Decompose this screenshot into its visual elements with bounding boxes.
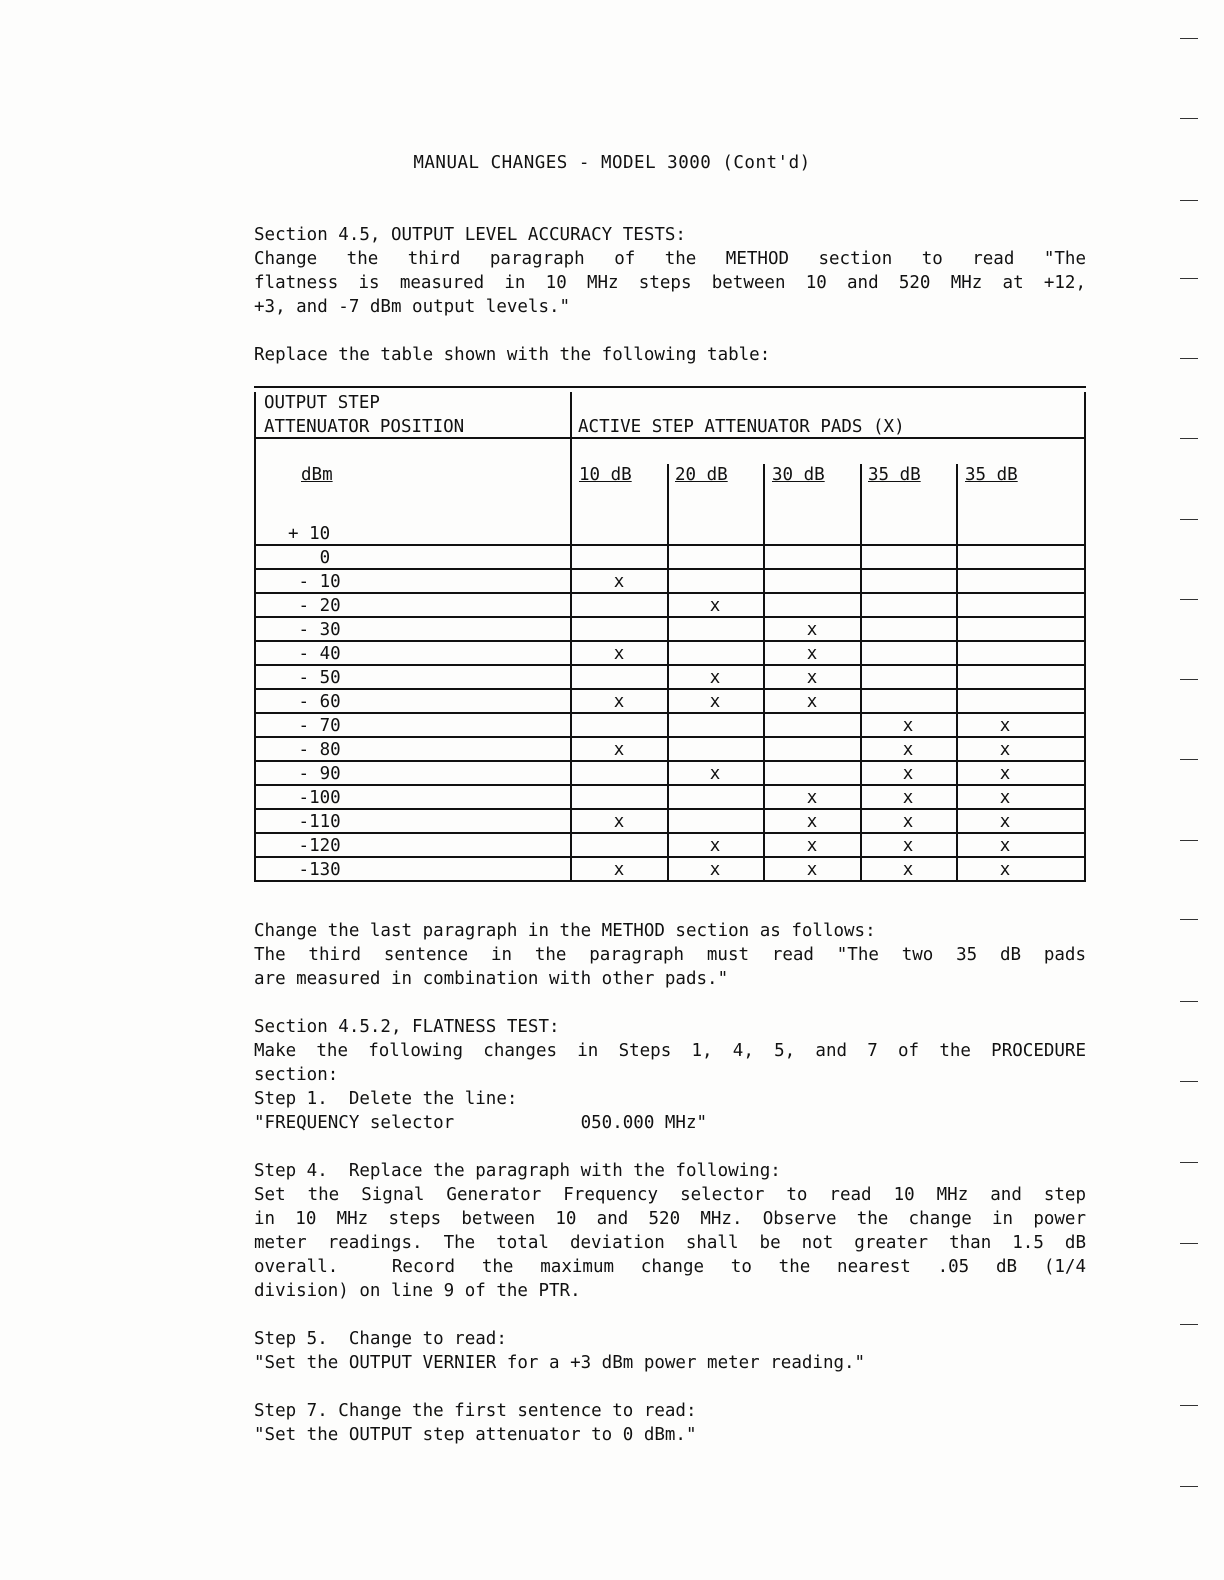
table-row — [254, 714, 1086, 738]
column-divider — [860, 464, 862, 882]
pad-mark: x — [902, 740, 914, 760]
paragraph-line: +3, and -7 dBm output levels." — [254, 297, 571, 317]
margin-tick — [1180, 1324, 1198, 1325]
row-level: 0 — [288, 548, 331, 568]
table-row — [254, 546, 1086, 570]
pad-mark: x — [806, 860, 818, 880]
paragraph-line: meter readings. The total deviation shall be not greater than 1.5 dB — [254, 1233, 1086, 1253]
margin-tick — [1180, 840, 1198, 841]
pad-mark: x — [709, 836, 721, 856]
pad-mark: x — [806, 692, 818, 712]
margin-tick — [1180, 759, 1198, 760]
margin-tick — [1180, 118, 1198, 119]
pad-mark: x — [999, 764, 1011, 784]
pad-mark: x — [613, 740, 625, 760]
row-level: - 30 — [288, 620, 341, 640]
step-5 — [254, 1327, 1086, 1375]
table-intro — [254, 343, 1086, 367]
header-dbm: dBm — [301, 465, 333, 485]
pad-mark: x — [709, 692, 721, 712]
column-divider — [667, 464, 669, 882]
row-level: -110 — [288, 812, 341, 832]
margin-tick — [1180, 1001, 1198, 1002]
margin-tick — [1180, 358, 1198, 359]
paragraph-line: Change the third paragraph of the METHOD section to read "The — [254, 249, 1086, 269]
row-level: -120 — [288, 836, 341, 856]
table-row — [254, 762, 1086, 786]
column-divider — [956, 464, 958, 882]
header-pad-10db: 10 dB — [579, 465, 632, 485]
step-heading: Step 7. Change the first sentence to read: — [254, 1401, 697, 1421]
pad-mark: x — [902, 836, 914, 856]
row-level: - 90 — [288, 764, 341, 784]
table-row — [254, 690, 1086, 714]
pad-mark: x — [709, 668, 721, 688]
table-row — [254, 522, 1086, 546]
table-row — [254, 570, 1086, 594]
pad-mark: x — [709, 764, 721, 784]
row-level: + 10 — [288, 524, 331, 544]
pad-mark: x — [613, 812, 625, 832]
row-level: - 20 — [288, 596, 341, 616]
paragraph-line: are measured in combination with other pads." — [254, 969, 729, 989]
row-level: - 80 — [288, 740, 341, 760]
header-pad-30db: 30 dB — [772, 465, 825, 485]
pad-mark: x — [613, 644, 625, 664]
pad-mark: x — [613, 572, 625, 592]
margin-tick — [1180, 1486, 1198, 1487]
table-header — [254, 388, 1086, 522]
row-level: - 40 — [288, 644, 341, 664]
column-divider — [1084, 392, 1086, 882]
pad-mark: x — [806, 788, 818, 808]
header-active-pads: ACTIVE STEP ATTENUATOR PADS (X) — [578, 417, 905, 437]
paragraph-line: "Set the OUTPUT step attenuator to 0 dBm." — [254, 1425, 697, 1445]
paragraph-line: flatness is measured in 10 MHz steps between 10 and 520 MHz at +12, — [254, 273, 1086, 293]
margin-tick — [1180, 1243, 1198, 1244]
pad-mark: x — [999, 740, 1011, 760]
paragraph-line: overall. Record the maximum change to the nearest .05 dB (1/4 — [254, 1257, 1086, 1277]
row-level: - 60 — [288, 692, 341, 712]
header-pad-35db-b: 35 dB — [965, 465, 1018, 485]
pad-mark: x — [902, 716, 914, 736]
margin-tick — [1180, 438, 1198, 439]
margin-tick — [1180, 519, 1198, 520]
paragraph-line: in 10 MHz steps between 10 and 520 MHz. Observe the change in power — [254, 1209, 1086, 1229]
paragraph-line: section: — [254, 1065, 339, 1085]
margin-tick — [1180, 278, 1198, 279]
pad-mark: x — [999, 812, 1011, 832]
paragraph-line: Step 1. Delete the line: — [254, 1089, 518, 1109]
margin-tick — [1180, 1405, 1198, 1406]
page-title: MANUAL CHANGES - MODEL 3000 (Cont'd) — [413, 153, 811, 173]
pad-mark: x — [709, 596, 721, 616]
table-row — [254, 594, 1086, 618]
pad-mark: x — [709, 860, 721, 880]
header-pad-35db-a: 35 dB — [868, 465, 921, 485]
table-row — [254, 618, 1086, 642]
margin-tick — [1180, 200, 1198, 201]
table-row — [254, 666, 1086, 690]
margin-tick — [1180, 679, 1198, 680]
header-output-step: OUTPUT STEP — [264, 393, 380, 413]
header-pad-20db: 20 dB — [675, 465, 728, 485]
pad-mark: x — [613, 860, 625, 880]
section-heading: Section 4.5.2, FLATNESS TEST: — [254, 1017, 560, 1037]
section-method-change — [254, 919, 1086, 991]
column-divider — [763, 464, 765, 882]
paragraph-line: Set the Signal Generator Frequency selector to read 10 MHz and step — [254, 1185, 1086, 1205]
table-row — [254, 858, 1086, 882]
pad-mark: x — [999, 716, 1011, 736]
margin-tick — [1180, 1162, 1198, 1163]
section-heading: Section 4.5, OUTPUT LEVEL ACCURACY TESTS: — [254, 225, 686, 245]
paragraph-line: "FREQUENCY selector 050.000 MHz" — [254, 1113, 708, 1133]
step-heading: Step 4. Replace the paragraph with the following: — [254, 1161, 781, 1181]
row-level: - 50 — [288, 668, 341, 688]
table-row — [254, 810, 1086, 834]
row-level: - 10 — [288, 572, 341, 592]
pad-mark: x — [902, 764, 914, 784]
pad-mark: x — [902, 788, 914, 808]
step-7 — [254, 1399, 1086, 1447]
margin-tick — [1180, 1081, 1198, 1082]
table-row — [254, 642, 1086, 666]
table-row — [254, 738, 1086, 762]
margin-tick — [1180, 919, 1198, 920]
pad-mark: x — [902, 812, 914, 832]
pad-mark: x — [999, 860, 1011, 880]
step-4 — [254, 1159, 1086, 1303]
pad-mark: x — [999, 836, 1011, 856]
section-output-level-accuracy — [254, 223, 1086, 319]
paragraph-line: Change the last paragraph in the METHOD section as follows: — [254, 921, 876, 941]
step-heading: Step 5. Change to read: — [254, 1329, 507, 1349]
pad-mark: x — [806, 668, 818, 688]
row-level: - 70 — [288, 716, 341, 736]
row-level: -130 — [288, 860, 341, 880]
row-level: -100 — [288, 788, 341, 808]
pad-mark: x — [806, 644, 818, 664]
pad-mark: x — [999, 788, 1011, 808]
margin-tick — [1180, 599, 1198, 600]
margin-tick — [1180, 38, 1198, 39]
pad-mark: x — [806, 620, 818, 640]
pad-mark: x — [613, 692, 625, 712]
paragraph-line: The third sentence in the paragraph must read "The two 35 dB pads — [254, 945, 1086, 965]
intro-text: Replace the table shown with the following table: — [254, 345, 771, 365]
header-attenuator-position: ATTENUATOR POSITION — [264, 417, 465, 437]
pad-mark: x — [806, 836, 818, 856]
header-divider — [254, 437, 1086, 439]
row-divider — [254, 880, 1086, 882]
column-divider — [570, 392, 572, 882]
paragraph-line: "Set the OUTPUT VERNIER for a +3 dBm power meter reading." — [254, 1353, 866, 1373]
section-flatness-test — [254, 1015, 1086, 1135]
table-row — [254, 834, 1086, 858]
paragraph-line: division) on line 9 of the PTR. — [254, 1281, 581, 1301]
pad-mark: x — [902, 860, 914, 880]
table-row — [254, 786, 1086, 810]
column-divider — [254, 392, 256, 882]
pad-mark: x — [806, 812, 818, 832]
paragraph-line: Make the following changes in Steps 1, 4, 5, and 7 of the PROCEDURE — [254, 1041, 1086, 1061]
